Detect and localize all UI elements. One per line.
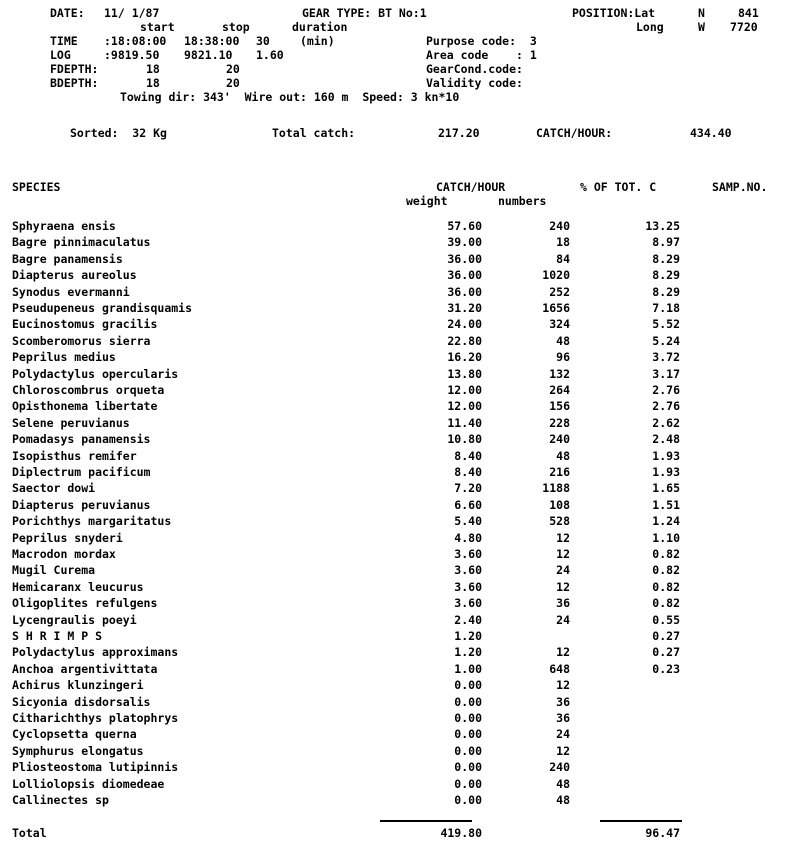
catch-weight: 10.80 xyxy=(447,432,482,446)
total-catch-value: 217.20 xyxy=(438,126,480,140)
weight-total-rule xyxy=(380,820,472,822)
catch-numbers: 648 xyxy=(549,662,570,676)
fdepth-stop: 20 xyxy=(226,62,240,76)
catch-weight: 0.00 xyxy=(454,760,482,774)
species-name: Bagre pinnimaculatus xyxy=(12,235,151,249)
species-name: Peprilus snyderi xyxy=(12,531,123,545)
area-code: Area code : 1 xyxy=(426,48,537,62)
time-label: TIME xyxy=(50,34,78,48)
catch-weight: 13.80 xyxy=(447,367,482,381)
species-name: Callinectes sp xyxy=(12,793,109,807)
pct-of-total: 3.17 xyxy=(652,367,680,381)
catch-weight: 12.00 xyxy=(447,383,482,397)
catch-numbers: 264 xyxy=(549,383,570,397)
catch-weight: 36.00 xyxy=(447,268,482,282)
catch-weight: 6.60 xyxy=(454,498,482,512)
species-name: Diapterus aureolus xyxy=(12,268,137,282)
catch-numbers: 96 xyxy=(556,350,570,364)
catch-numbers: 12 xyxy=(556,547,570,561)
catch-weight: 1.00 xyxy=(454,662,482,676)
species-name: Porichthys margaritatus xyxy=(12,514,172,528)
catch-weight: 22.80 xyxy=(447,334,482,348)
catch-numbers: 240 xyxy=(549,219,570,233)
catch-numbers: 324 xyxy=(549,317,570,331)
lat-value: 841 xyxy=(738,6,759,20)
catch-numbers: 252 xyxy=(549,285,570,299)
pct-of-total: 0.82 xyxy=(652,547,680,561)
catch-weight: 16.20 xyxy=(447,350,482,364)
purpose-code: Purpose code: 3 xyxy=(426,34,537,48)
catch-weight: 24.00 xyxy=(447,317,482,331)
catch-numbers: 24 xyxy=(556,727,570,741)
catch-numbers: 240 xyxy=(549,760,570,774)
species-name: S H R I M P S xyxy=(12,629,103,643)
log-start: :9819.50 xyxy=(104,48,160,62)
fdepth-start: 18 xyxy=(146,62,160,76)
catch-numbers: 1656 xyxy=(542,301,570,315)
catch-weight: 3.60 xyxy=(454,596,482,610)
catch-numbers: 108 xyxy=(549,498,570,512)
pct-of-total: 8.29 xyxy=(652,252,680,266)
log-diff: 1.60 xyxy=(256,48,284,62)
gearcond-code: GearCond.code: xyxy=(426,62,523,76)
catch-hour-header: CATCH/HOUR xyxy=(436,180,506,194)
pct-of-total: 7.18 xyxy=(652,301,680,315)
catch-weight: 8.40 xyxy=(454,449,482,463)
species-name: Diplectrum pacificum xyxy=(12,465,151,479)
pct-of-total: 1.24 xyxy=(652,514,680,528)
lat-hemisphere: N xyxy=(698,6,705,20)
catch-weight: 0.00 xyxy=(454,744,482,758)
catch-numbers: 1020 xyxy=(542,268,570,282)
total-pct: 96.47 xyxy=(645,826,680,840)
species-name: Bagre panamensis xyxy=(12,252,123,266)
species-name: Eucinostomus gracilis xyxy=(12,317,158,331)
pct-total-header: % OF TOT. C xyxy=(580,180,657,194)
catch-numbers: 36 xyxy=(556,596,570,610)
species-name: Scomberomorus sierra xyxy=(12,334,151,348)
species-name: Citharichthys platophrys xyxy=(12,711,179,725)
date-value: 11/ 1/87 xyxy=(104,6,160,20)
pct-of-total: 2.62 xyxy=(652,416,680,430)
validity-code: Validity code: xyxy=(426,76,523,90)
pct-of-total: 13.25 xyxy=(645,219,680,233)
catch-weight: 2.40 xyxy=(454,613,482,627)
catch-weight: 3.60 xyxy=(454,580,482,594)
species-name: Sphyraena ensis xyxy=(12,219,116,233)
pct-of-total: 1.51 xyxy=(652,498,680,512)
species-name: Synodus evermanni xyxy=(12,285,130,299)
pct-of-total: 8.97 xyxy=(652,235,680,249)
catch-numbers: 48 xyxy=(556,334,570,348)
pct-of-total: 1.10 xyxy=(652,531,680,545)
col-start-label: start xyxy=(140,20,175,34)
gear-type: GEAR TYPE: BT No:1 xyxy=(302,6,427,20)
time-unit: (min) xyxy=(300,34,335,48)
species-name: Pomadasys panamensis xyxy=(12,432,151,446)
catch-weight: 1.20 xyxy=(454,645,482,659)
species-name: Pseudupeneus grandisquamis xyxy=(12,301,193,315)
catch-numbers: 48 xyxy=(556,449,570,463)
time-duration: 30 xyxy=(256,34,270,48)
species-name: Lolliolopsis diomedeae xyxy=(12,777,165,791)
pct-of-total: 0.82 xyxy=(652,580,680,594)
sample-number-header: SAMP.NO. xyxy=(712,180,768,194)
species-name: Cyclopsetta querna xyxy=(12,727,137,741)
catch-weight: 3.60 xyxy=(454,563,482,577)
towing-info: Towing dir: 343' Wire out: 160 m Speed: 3 kn*10 xyxy=(120,90,460,104)
catch-weight: 0.00 xyxy=(454,711,482,725)
species-name: Chloroscombrus orqueta xyxy=(12,383,165,397)
catch-numbers: 132 xyxy=(549,367,570,381)
catch-numbers: 84 xyxy=(556,252,570,266)
pct-of-total: 1.93 xyxy=(652,465,680,479)
species-name: Peprilus medius xyxy=(12,350,116,364)
species-name: Achirus klunzingeri xyxy=(12,678,144,692)
pct-of-total: 1.93 xyxy=(652,449,680,463)
catch-numbers: 1188 xyxy=(542,481,570,495)
pct-of-total: 5.24 xyxy=(652,334,680,348)
fdepth-label: FDEPTH: xyxy=(50,62,99,76)
species-name: Polydactylus opercularis xyxy=(12,367,179,381)
catch-numbers: 12 xyxy=(556,645,570,659)
species-name: Lycengraulis poeyi xyxy=(12,613,137,627)
catch-numbers: 12 xyxy=(556,580,570,594)
species-name: Macrodon mordax xyxy=(12,547,116,561)
bdepth-stop: 20 xyxy=(226,76,240,90)
species-name: Selene peruvianus xyxy=(12,416,130,430)
total-catch-label: Total catch: xyxy=(272,126,356,140)
catch-numbers: 18 xyxy=(556,235,570,249)
catch-weight: 8.40 xyxy=(454,465,482,479)
catch-weight: 0.00 xyxy=(454,727,482,741)
pct-of-total: 8.29 xyxy=(652,268,680,282)
catch-numbers: 12 xyxy=(556,744,570,758)
catch-weight: 0.00 xyxy=(454,777,482,791)
position-label: POSITION:Lat xyxy=(572,6,656,20)
catch-weight: 5.40 xyxy=(454,514,482,528)
species-name: Hemicaranx leucurus xyxy=(12,580,144,594)
numbers-header: numbers xyxy=(498,194,547,208)
species-name: Pliosteostoma lutipinnis xyxy=(12,760,179,774)
time-stop: 18:38:00 xyxy=(184,34,240,48)
pct-of-total: 0.27 xyxy=(652,645,680,659)
species-name: Polydactylus approximans xyxy=(12,645,179,659)
catch-weight: 36.00 xyxy=(447,285,482,299)
log-stop: 9821.10 xyxy=(184,48,233,62)
col-stop-label: stop xyxy=(222,20,250,34)
catch-numbers: 36 xyxy=(556,711,570,725)
total-weight: 419.80 xyxy=(440,826,482,840)
species-name: Opisthonema libertate xyxy=(12,399,158,413)
catch-hour-label: CATCH/HOUR: xyxy=(536,126,613,140)
catch-numbers: 528 xyxy=(549,514,570,528)
bdepth-start: 18 xyxy=(146,76,160,90)
species-name: Isopisthus remifer xyxy=(12,449,137,463)
catch-weight: 0.00 xyxy=(454,695,482,709)
total-label: Total xyxy=(12,826,47,840)
catch-numbers: 12 xyxy=(556,531,570,545)
weight-header: weight xyxy=(406,194,448,208)
pct-of-total: 2.48 xyxy=(652,432,680,446)
catch-weight: 3.60 xyxy=(454,547,482,561)
pct-of-total: 0.82 xyxy=(652,596,680,610)
species-name: Mugil Curema xyxy=(12,563,96,577)
catch-weight: 7.20 xyxy=(454,481,482,495)
pct-of-total: 0.55 xyxy=(652,613,680,627)
pct-of-total: 0.27 xyxy=(652,629,680,643)
long-hemisphere: W xyxy=(698,20,705,34)
date-label: DATE: xyxy=(50,6,85,20)
catch-numbers: 228 xyxy=(549,416,570,430)
pct-of-total: 8.29 xyxy=(652,285,680,299)
catch-weight: 0.00 xyxy=(454,678,482,692)
bdepth-label: BDEPTH: xyxy=(50,76,99,90)
catch-weight: 1.20 xyxy=(454,629,482,643)
pct-of-total: 3.72 xyxy=(652,350,680,364)
catch-numbers: 156 xyxy=(549,399,570,413)
pct-total-rule xyxy=(600,820,682,822)
pct-of-total: 0.82 xyxy=(652,563,680,577)
species-name: Oligoplites refulgens xyxy=(12,596,158,610)
catch-weight: 12.00 xyxy=(447,399,482,413)
species-header: SPECIES xyxy=(12,180,61,194)
log-label: LOG xyxy=(50,48,71,62)
species-name: Symphurus elongatus xyxy=(12,744,144,758)
catch-numbers: 240 xyxy=(549,432,570,446)
time-start: :18:08:00 xyxy=(104,34,167,48)
species-name: Diapterus peruvianus xyxy=(12,498,151,512)
catch-numbers: 216 xyxy=(549,465,570,479)
catch-weight: 39.00 xyxy=(447,235,482,249)
catch-numbers: 24 xyxy=(556,613,570,627)
sorted-weight: Sorted: 32 Kg xyxy=(70,126,167,140)
catch-weight: 57.60 xyxy=(447,219,482,233)
catch-weight: 4.80 xyxy=(454,531,482,545)
catch-numbers: 36 xyxy=(556,695,570,709)
catch-numbers: 24 xyxy=(556,563,570,577)
catch-hour-value: 434.40 xyxy=(690,126,732,140)
long-label: Long xyxy=(636,20,664,34)
pct-of-total: 0.23 xyxy=(652,662,680,676)
species-name: Saector dowi xyxy=(12,481,96,495)
catch-numbers: 12 xyxy=(556,678,570,692)
pct-of-total: 2.76 xyxy=(652,399,680,413)
pct-of-total: 1.65 xyxy=(652,481,680,495)
pct-of-total: 2.76 xyxy=(652,383,680,397)
species-name: Sicyonia disdorsalis xyxy=(12,695,151,709)
species-name: Anchoa argentivittata xyxy=(12,662,158,676)
catch-weight: 36.00 xyxy=(447,252,482,266)
catch-weight: 11.40 xyxy=(447,416,482,430)
catch-numbers: 48 xyxy=(556,777,570,791)
pct-of-total: 5.52 xyxy=(652,317,680,331)
catch-weight: 31.20 xyxy=(447,301,482,315)
catch-weight: 0.00 xyxy=(454,793,482,807)
catch-numbers: 48 xyxy=(556,793,570,807)
col-duration-label: duration xyxy=(292,20,348,34)
long-value: 7720 xyxy=(730,20,758,34)
